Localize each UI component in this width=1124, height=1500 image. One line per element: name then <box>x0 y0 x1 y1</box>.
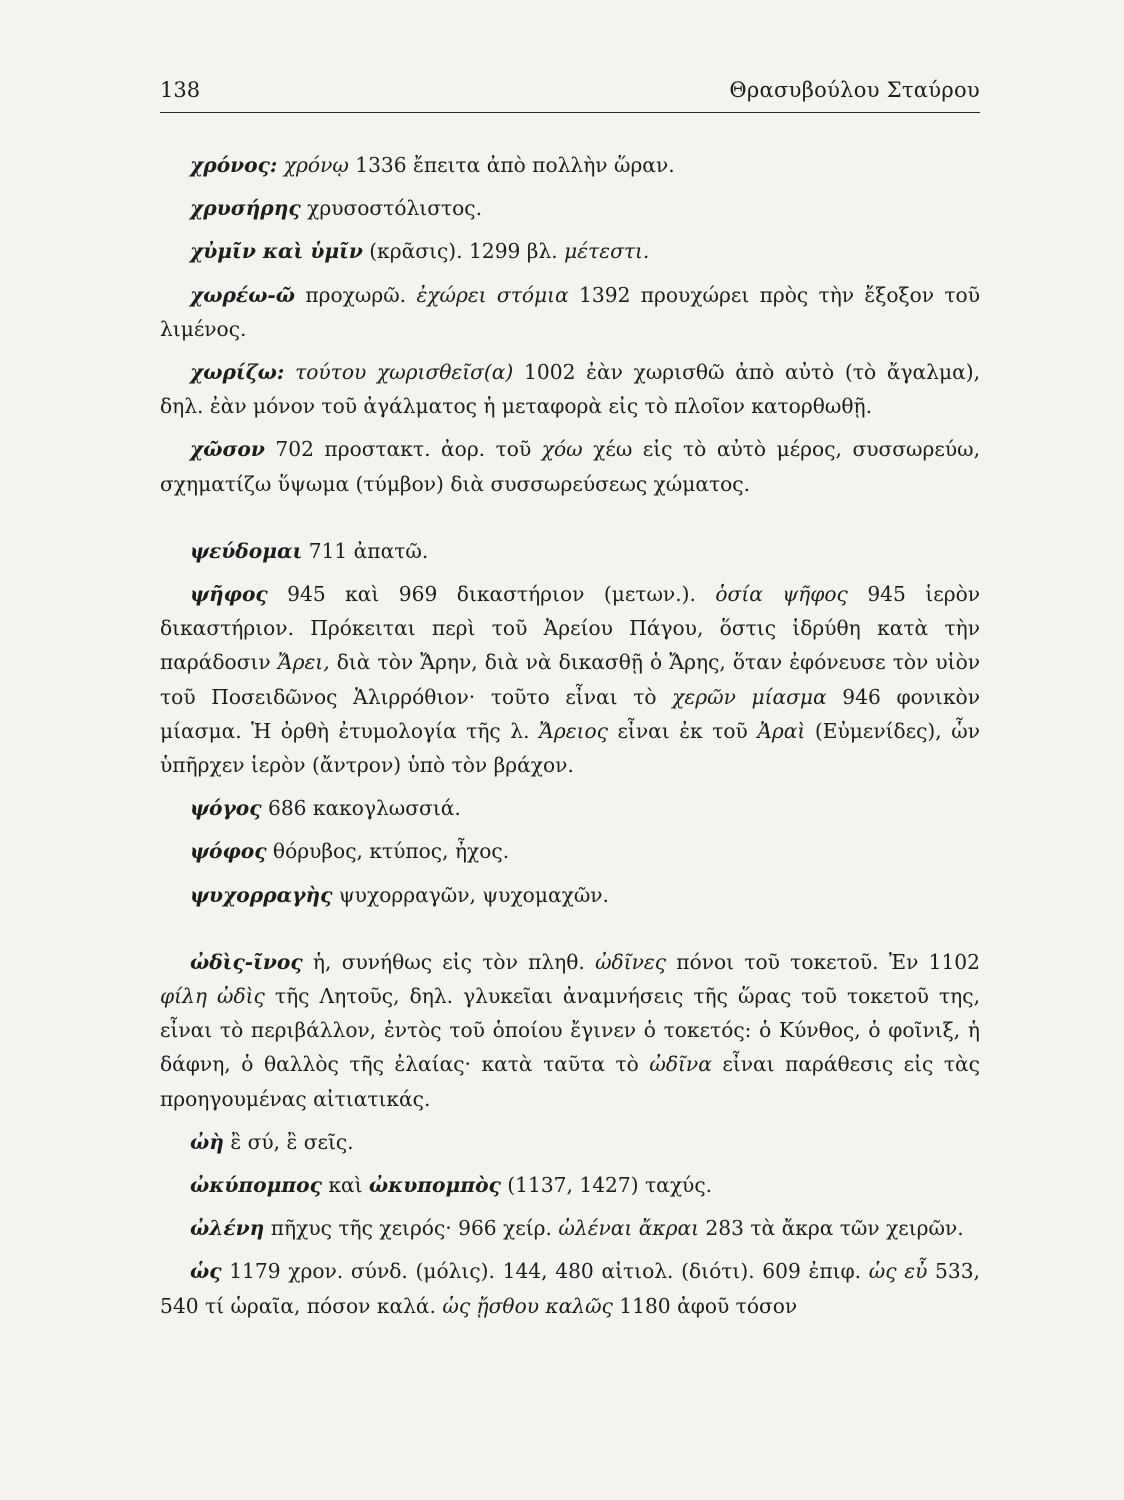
entry-text: προχωρῶ. <box>295 282 417 307</box>
headword: χωρέω-ῶ <box>190 282 296 307</box>
page-header <box>160 76 980 113</box>
headword: ὠκύπομπος <box>190 1173 322 1198</box>
glossary-entry <box>160 945 980 1116</box>
entry-text: 711 ἀπατῶ. <box>302 538 429 563</box>
headword: ὡς <box>190 1259 222 1284</box>
glossary-body <box>160 148 980 1332</box>
headword: χωρίζω: <box>190 360 285 385</box>
entry-text: 1002 ἐὰν χωρισθῶ ἀπὸ αὐτὸ (τὸ ἄγαλμα), δηλ. ἐὰν μόνον τοῦ ἀγάλματος ἡ μεταφορὰ εἰς τὸ πλοῖον κατορθωθῇ. <box>160 360 981 419</box>
glossary-entry <box>160 148 980 182</box>
glossary-entry <box>160 191 980 225</box>
glossary-entry <box>160 1254 980 1322</box>
quoted-phrase: Ἄρει, <box>277 650 330 675</box>
glossary-entry <box>160 534 980 568</box>
entry-text <box>284 360 295 384</box>
entry-text: εἶναι ἐκ τοῦ <box>607 718 758 743</box>
quoted-phrase: μέτεστι. <box>564 239 650 264</box>
entry-text: 533, 540 τί ὡραῖα, πόσον καλά. <box>160 1259 980 1318</box>
quoted-phrase: ὡς ᾔσθου καλῶς <box>442 1293 613 1318</box>
headword: χὐμῖν καὶ ὑμῖν <box>190 239 363 264</box>
entry-text: χέω εἰς τὸ αὐτὸ μέρος, συσσωρεύω, σχηματίζω ὕψωμα (τύμβον) διὰ συσσωρεύσεως χώματος. <box>160 437 980 496</box>
entry-text: 1179 χρον. σύνδ. (μόλις). 144, 480 αἰτιολ. (διότι). 609 ἐπιφ. <box>221 1259 869 1284</box>
headword: ὠδὶς-ῖνος <box>190 949 303 974</box>
headword: ψυχορραγὴς <box>190 882 333 907</box>
quoted-phrase: ὁσία ψῆφος <box>715 582 848 607</box>
entry-text: 1392 προυχώρει πρὸς τὴν ἔξοξον τοῦ λιμένος. <box>160 282 980 341</box>
entry-text: εἶναι παράθεσις εἰς τὰς προηγουμένας αἰτιατικάς. <box>160 1052 980 1111</box>
headword: ὠκυπομπὸς <box>368 1173 501 1198</box>
entry-text: πόνοι τοῦ τοκετοῦ. Ἐν 1102 <box>666 949 980 974</box>
quoted-phrase: χρόνῳ <box>283 153 349 177</box>
glossary-entry <box>160 1125 980 1159</box>
entry-text: 945 ἱερὸν δικαστήριον. Πρόκειται περὶ τοῦ Ἀρείου Πάγου, ὅστις ἱδρύθη κατὰ τὴν παράδοσιν <box>160 582 980 675</box>
headword: ὠλένη <box>190 1216 265 1241</box>
entry-text: ἒ σύ, ἒ σεῖς. <box>223 1129 354 1154</box>
glossary-entry <box>160 834 980 868</box>
entry-text: ἡ, συνήθως εἰς τὸν πληθ. <box>302 949 596 974</box>
entry-text: τῆς Λητοῦς, δηλ. γλυκεῖαι ἀναμνήσεις τῆς ὥρας τοῦ τοκετοῦ της, εἶναι τὸ περιβάλλον, ἐντὸς τοῦ ὁποίου ἔγινεν ὁ τοκετός: ὁ Κύνθος, ὁ φοῖνιξ, ἡ δάφνη, ὁ θαλλὸς τῆς ἐλαίας· κατὰ ταῦτα τὸ <box>160 984 980 1077</box>
quoted-phrase: φίλη ὠδὶς <box>160 984 265 1009</box>
entry-text: 945 καὶ 969 δικαστήριον (μετων.). <box>267 582 716 607</box>
quoted-phrase: ὠδῖνες <box>595 949 667 974</box>
quoted-phrase: Ἀραὶ <box>757 718 806 743</box>
page-number: 138 <box>160 78 201 102</box>
glossary-entry <box>160 432 980 500</box>
glossary-entry <box>160 234 980 268</box>
entry-text: ψυχορραγῶν, ψυχομαχῶν. <box>332 882 609 907</box>
entry-text: πῆχυς τῆς χειρός· 966 χείρ. <box>264 1216 559 1241</box>
headword: ψεύδομαι <box>190 538 303 563</box>
entry-text: 1180 ἀφοῦ τόσον <box>612 1293 798 1318</box>
headword: χρόνος: <box>190 153 278 177</box>
running-title: Θρασυβούλου Σταύρου <box>729 78 980 102</box>
glossary-entry <box>160 878 980 912</box>
entry-text: 946 φονικὸν μίασμα. Ἡ ὀρθὴ ἐτυμολογία τῆς λ. <box>160 684 980 743</box>
entry-text: 702 προστακτ. ἀορ. τοῦ <box>264 437 542 462</box>
glossary-entry <box>160 1168 980 1202</box>
headword: ψόγος <box>190 796 262 821</box>
headword: χῶσον <box>190 437 265 462</box>
entry-text: 1336 ἔπειτα ἀπὸ πολλὴν ὥραν. <box>348 153 675 177</box>
quoted-phrase: ὡς εὖ <box>868 1259 928 1284</box>
entry-text: θόρυβος, κτύπος, ἦχος. <box>266 839 510 864</box>
quoted-phrase: ὠδῖνα <box>649 1052 712 1077</box>
glossary-entry <box>160 355 980 423</box>
entry-text: (κρᾶσις). 1299 βλ. <box>362 239 565 264</box>
entry-text: (1137, 1427) ταχύς. <box>500 1173 713 1198</box>
headword: ὠὴ <box>190 1129 224 1154</box>
glossary-entry <box>160 278 980 346</box>
quoted-phrase: χερῶν μίασμα <box>672 684 827 709</box>
glossary-entry <box>160 1211 980 1245</box>
entry-text: χρυσοστόλιστος. <box>300 196 483 221</box>
quoted-phrase: χόω <box>541 437 583 462</box>
headword: ψῆφος <box>190 582 268 607</box>
quoted-phrase: τούτου χωρισθεῖσ(α) <box>295 360 514 385</box>
quoted-phrase: Ἄρειος <box>539 718 608 743</box>
entry-text: (Εὐμενίδες), ὧν ὑπῆρχεν ἱερὸν (ἄντρον) ὑπὸ τὸν βράχον. <box>160 718 980 778</box>
quoted-phrase: ἐχώρει στόμια <box>416 282 569 307</box>
entry-text: 686 κακογλωσσιά. <box>261 796 461 821</box>
entry-text: καὶ <box>321 1173 369 1198</box>
headword: χρυσήρης <box>190 196 301 221</box>
entry-text: διὰ τὸν Ἄρην, διὰ νὰ δικασθῇ ὁ Ἄρης, ὅταν ἐφόνευσε τὸν υἱὸν τοῦ Ποσειδῶνος Ἁλιρρόθιον· τοῦτο εἶναι τὸ <box>160 650 980 709</box>
glossary-entry <box>160 577 980 782</box>
entry-text: 283 τὰ ἄκρα τῶν χειρῶν. <box>699 1216 964 1241</box>
quoted-phrase: ὠλέναι ἄκραι <box>558 1216 699 1241</box>
glossary-entry <box>160 791 980 825</box>
headword: ψόφος <box>190 839 267 864</box>
